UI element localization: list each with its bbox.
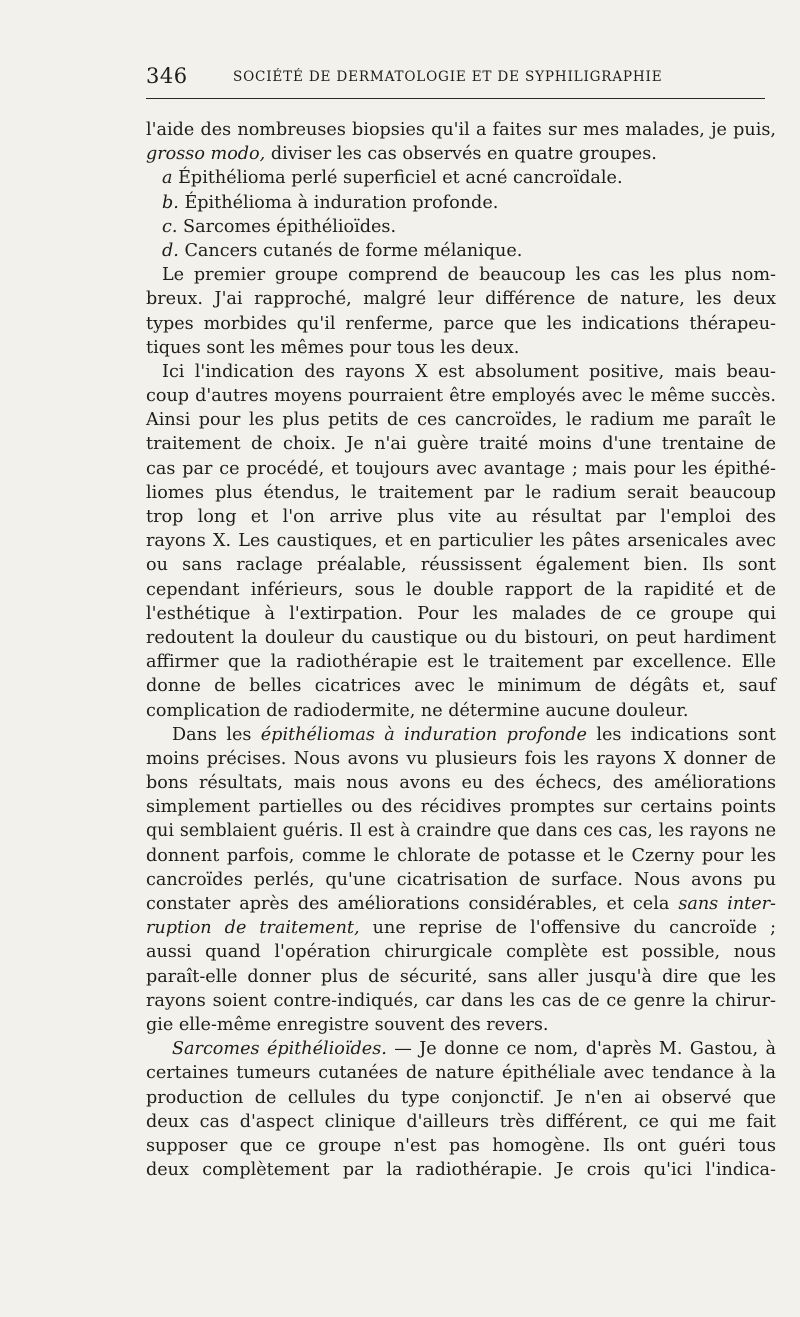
text-line: cancroïdes perlés, qu'une cicatrisation de surface. Nous avons pu (146, 869, 776, 890)
text-line: Le premier groupe comprend de beaucoup les cas les plus nom- (162, 265, 776, 286)
text-line: ou sans raclage préalable, réussissent également bien. Ils sont (146, 555, 776, 576)
text-line: liomes plus étendus, le traitement par le radium serait beaucoup (146, 482, 776, 503)
list-item-a: a Épithélioma perlé superficiel et acné cancroïdale. (162, 168, 623, 189)
text-line: coup d'autres moyens pourraient être employés avec le même succès. (146, 386, 776, 407)
text-line: trop long et l'on arrive plus vite au résultat par l'emploi des (146, 507, 776, 527)
text-line: constater après des améliorations considérables, et cela sans inter- (146, 894, 776, 914)
text-line: complication de radiodermite, ne détermine aucune douleur. (146, 700, 689, 721)
running-title: SOCIÉTÉ DE DERMATOLOGIE ET DE SYPHILIGRAPHIE (233, 69, 663, 85)
text-line: qui semblaient guéris. Il est à craindre que dans ces cas, les rayons ne (146, 821, 776, 842)
text-line: aussi quand l'opération chirurgicale complète est possible, nous (146, 942, 776, 963)
text-line: moins précises. Nous avons vu plusieurs fois les rayons X donner de (146, 748, 776, 769)
text-line: supposer que ce groupe n'est pas homogène. Ils ont guéri tous (146, 1135, 776, 1156)
text-line: deux cas d'aspect clinique d'ailleurs très différent, ce qui me fait (146, 1111, 776, 1132)
text-line: breux. J'ai rapproché, malgré leur différence de nature, les deux (146, 289, 776, 310)
text-line: cependant inférieurs, sous le double rapport de la rapidité et de (146, 579, 776, 600)
list-item-c: c. Sarcomes épithélioïdes. (162, 216, 397, 237)
text-line: l'aide des nombreuses biopsies qu'il a faites sur mes malades, je puis, (146, 120, 776, 140)
text-line: tiques sont les mêmes pour tous les deux. (146, 337, 520, 358)
text-line: donnent parfois, comme le chlorate de potasse et le Czerny pour les (146, 845, 776, 866)
page-number: 346 (146, 64, 188, 88)
text-line: Dans les épithéliomas à induration profonde les indications sont (172, 724, 776, 745)
text-line: production de cellules du type conjonctif. Je n'en ai observé que (146, 1087, 776, 1108)
text-line: redoutent la douleur du caustique ou du bistouri, on peut hardiment (146, 627, 776, 648)
text-line: rayons X. Les caustiques, et en particulier les pâtes arsenicales avec (146, 531, 776, 552)
text-line: grosso modo, diviser les cas observés en quatre groupes. (146, 144, 657, 165)
text-line: cas par ce procédé, et toujours avec avantage ; mais pour les épithé- (146, 458, 776, 479)
text-line: traitement de choix. Je n'ai guère traité moins d'une trentaine de (146, 434, 776, 455)
text-line: affirmer que la radiothérapie est le traitement par excellence. Elle (146, 652, 776, 673)
body-text (146, 118, 776, 1182)
text-line: gie elle-même enregistre souvent des revers. (146, 1014, 549, 1035)
text-line: certaines tumeurs cutanées de nature épithéliale avec tendance à la (146, 1063, 776, 1084)
text-line: Ici l'indication des rayons X est absolument positive, mais beau- (162, 361, 776, 382)
text-line: paraît-elle donner plus de sécurité, sans aller jusqu'à dire que les (146, 966, 776, 987)
header-rule (146, 98, 765, 99)
text-line: simplement partielles ou des récidives promptes sur certains points (146, 797, 776, 818)
text-line: deux complètement par la radiothérapie. Je crois qu'ici l'indica- (146, 1160, 776, 1181)
text-line: ruption de traitement, une reprise de l'offensive du cancroïde ; (146, 918, 776, 939)
text-line: donne de belles cicatrices avec le minimum de dégâts et, sauf (146, 676, 776, 697)
text-line: bons résultats, mais nous avons eu des échecs, des améliorations (146, 773, 776, 794)
page-header (146, 60, 776, 96)
text-line: Sarcomes épithélioïdes. — Je donne ce nom, d'après M. Gastou, à (172, 1039, 776, 1060)
text-line: Ainsi pour les plus petits de ces cancroïdes, le radium me paraît le (146, 410, 776, 431)
text-line: types morbides qu'il renferme, parce que les indications thérapeu- (146, 313, 776, 334)
text-line: rayons soient contre-indiqués, car dans les cas de ce genre la chirur- (146, 990, 776, 1011)
text-line: l'esthétique à l'extirpation. Pour les malades de ce groupe qui (146, 603, 776, 624)
list-item-b: b. Épithélioma à induration profonde. (162, 192, 499, 213)
list-item-d: d. Cancers cutanés de forme mélanique. (162, 240, 523, 261)
